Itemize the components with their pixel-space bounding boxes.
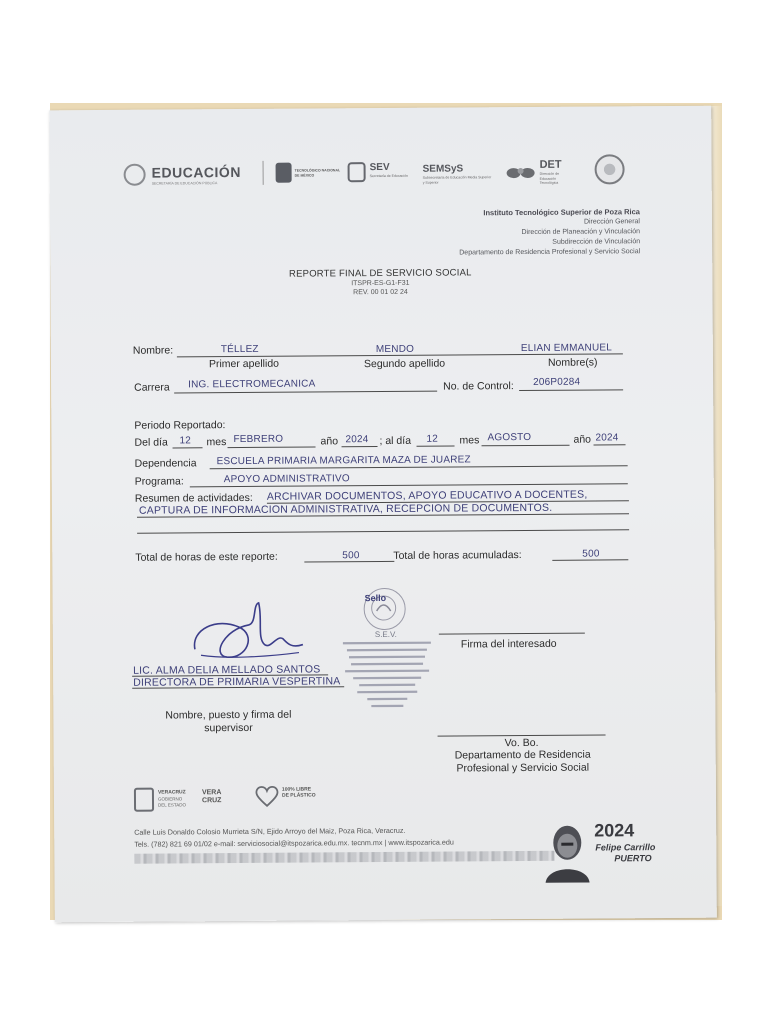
nombre-label: Nombre: [132, 344, 174, 357]
anio2-underline [594, 444, 626, 445]
document-page [49, 106, 717, 923]
footer-contact: Tels. (782) 821 69 01/02 e-mail: serviciosocial@itspozarica.edu.mx. tecnm.mx | www.itspozarica.edu [134, 837, 454, 849]
institution-name: Instituto Tecnológico Superior de Poza Rica [483, 207, 640, 218]
programa-value: APOYO ADMINISTRATIVO [223, 473, 350, 486]
heart-icon [254, 783, 280, 809]
institution-line: Dirección de Planeación y Vinculación [521, 228, 641, 237]
supervisor-caption-line: supervisor [204, 721, 253, 735]
sev-shield-icon [348, 162, 366, 182]
semsys-subtitle: Subsecretaría de Educación Media Superior y Superior [422, 175, 492, 185]
supervisor-role: DIRECTORA DE PRIMARIA VESPERTINA [133, 675, 341, 689]
educacion-subtitle: SECRETARÍA DE EDUCACIÓN PÚBLICA [151, 181, 218, 186]
carrera-underline [174, 391, 437, 394]
acum-value: 500 [582, 548, 600, 560]
report-title-block [250, 267, 510, 298]
det-subtitle: Dirección de Educación Tecnológica [539, 171, 560, 185]
nombres-value: ELIAN EMMANUEL [520, 342, 613, 355]
mes-label: mes [206, 436, 227, 449]
interesado-caption: Firma del interesado [460, 637, 557, 651]
footer-pattern-band [134, 851, 554, 864]
supervisor-caption [143, 708, 313, 735]
veracruz-shield-icon [134, 788, 154, 812]
semsys-logo: SEMSyS [422, 163, 464, 175]
control-value: 206P0284 [533, 376, 581, 388]
carrera-label: Carrera [134, 381, 170, 394]
control-underline [519, 389, 623, 391]
mes2-underline [482, 445, 570, 447]
sev-subtitle: Secretaría de Educación [369, 173, 408, 179]
det-logo: DET [539, 158, 562, 171]
tecnm-gear-icon [276, 163, 292, 183]
vobo-label: Vo. Bo. [504, 736, 539, 750]
periodo-label: Periodo Reportado: [134, 419, 226, 432]
footer-address: Calle Luis Donaldo Colosio Murrieta S/N, Ejido Arroyo del Maiz, Poza Rica, Veracruz. [134, 825, 406, 837]
felipe-portrait-icon [541, 819, 593, 883]
anio-label: año [320, 435, 339, 448]
apellido2-caption: Segundo apellido [363, 357, 446, 371]
institution-line: Subdirección de Vinculación [552, 238, 641, 246]
dependencia-label: Dependencia [134, 457, 197, 470]
stamp-text-block [339, 640, 436, 713]
plastico-label: 100% LIBRE DE PLÁSTICO [281, 786, 316, 799]
control-label: No. de Control: [443, 380, 514, 393]
sello-label: Sello [364, 592, 387, 604]
mes2-value: AGOSTO [487, 431, 532, 444]
institution-line: Dirección General [583, 218, 640, 226]
mes1-value: FEBRERO [233, 433, 284, 446]
apellido1-value: TÉLLEZ [220, 343, 259, 356]
header-divider [263, 161, 264, 185]
puerto-label: PUERTO [614, 853, 652, 864]
sev-logo: SEV [369, 161, 390, 174]
interesado-underline [439, 633, 585, 635]
dia1-value: 12 [179, 435, 192, 447]
vera-cruz-logo: VERA CRUZ [201, 789, 222, 805]
dependencia-value: ESCUELA PRIMARIA MARGARITA MAZA DE JUAREZ [216, 454, 471, 468]
report-code: ITSPR-ES-G1-F31 [351, 279, 410, 288]
depto-caption-line: Departamento de Residencia [454, 748, 591, 762]
report-revision: REV. 00 01 02 24 [353, 288, 408, 297]
apellido1-caption: Primer apellido [208, 357, 280, 371]
resumen-label: Resumen de actividades: [134, 491, 253, 505]
report-title: REPORTE FINAL DE SERVICIO SOCIAL [289, 267, 472, 280]
mes-label: mes [459, 434, 480, 447]
resumen-line1: ARCHIVAR DOCUMENTOS, APOYO EDUCATIVO A DOCENTES, [266, 488, 588, 503]
al-dia-label: ; al día [379, 434, 412, 448]
del-dia-label: Del día [134, 436, 168, 449]
dia2-underline [417, 445, 455, 446]
supervisor-name: LIC. ALMA DELIA MELLADO SANTOS [133, 663, 321, 677]
resumen-underline3 [137, 529, 629, 533]
tecnm-label: TECNOLÓGICO NACIONAL DE MÉXICO [294, 168, 341, 178]
carrera-value: ING. ELECTROMECANICA [188, 378, 316, 391]
anio-label: año [573, 433, 592, 446]
horas-value: 500 [342, 550, 360, 562]
apellido2-value: MENDO [375, 343, 415, 356]
anio1-value: 2024 [345, 434, 369, 446]
anio2-value: 2024 [595, 432, 619, 444]
acum-label: Total de horas acumuladas: [393, 549, 522, 562]
anio1-underline [342, 446, 378, 447]
institution-block [459, 206, 640, 258]
gobierno-label: GOBIERNO DEL ESTADO [157, 796, 187, 808]
sev-seal-text: S.E.V. [374, 629, 397, 640]
det-leaf-icon [506, 165, 536, 179]
supervisor-underline2 [132, 686, 344, 688]
depto-caption [438, 748, 608, 775]
veracruz-label: VERACRUZ [157, 789, 186, 796]
felipe-label: Felipe Carrillo [595, 842, 656, 853]
resumen-line2: CAPTURA DE INFORMACION ADMINISTRATIVA, RECEPCION DE DOCUMENTOS. [138, 501, 553, 517]
depto-caption-line: Profesional y Servicio Social [456, 761, 590, 775]
mes1-underline [228, 446, 316, 448]
supervisor-signature [187, 599, 307, 670]
seal-logo-icon [124, 164, 146, 186]
educacion-logo: EDUCACIÓN [151, 163, 241, 181]
itspr-seal-icon [594, 154, 624, 184]
nombres-caption: Nombre(s) [547, 356, 598, 369]
programa-label: Programa: [134, 475, 184, 488]
horas-label: Total de horas de este reporte: [135, 550, 278, 564]
dia1-underline [173, 447, 203, 448]
year-logo: 2024 [594, 820, 635, 841]
institution-line: Departamento de Residencia Profesional y Servicio Social [459, 248, 641, 257]
dia2-value: 12 [426, 433, 439, 445]
supervisor-caption-line: Nombre, puesto y firma del [165, 708, 292, 722]
